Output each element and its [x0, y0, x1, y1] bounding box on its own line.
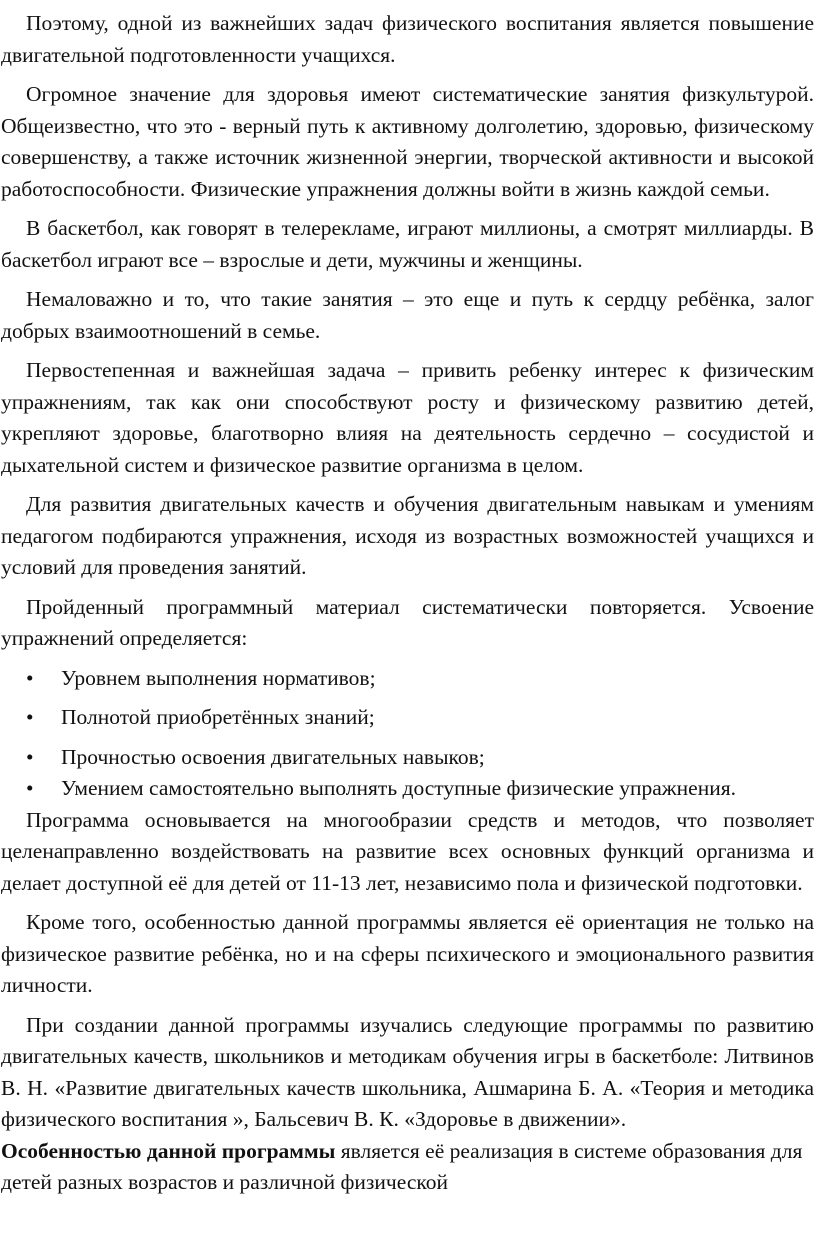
paragraph: При создании данной программы изучались следующие программы по развитию двигательных качеств, школьников и методикам обучения игры в баскетболе: Литвинов В. Н. «Развитие двигательных качеств школьника, Ашмарина Б. А. «Теория и методика физического воспитания », Бальсевич В. К. «Здоровье в движении». [1, 1012, 814, 1131]
paragraph-text: является её реализация в системе образования для детей разных возрастов и различной физической [1, 1138, 803, 1194]
paragraph [1, 1136, 814, 1199]
bullet-marker: • [26, 776, 34, 800]
paragraph: Пройденный программный материал систематически повторяется. Усвоение упражнений определяется: [1, 594, 814, 650]
list-item-text: Умением самостоятельно выполнять доступные физические упражнения. [61, 776, 736, 800]
list-item [1, 742, 814, 774]
paragraph: Первостепенная и важнейшая задача – привить ребенку интерес к физическим упражнениям, так как они способствуют росту и физическому развитию детей, укрепляют здоровье, благотворно влияя на деятельность сердечно – сосудистой и дыхательной систем и физическое развитие организма в целом. [1, 358, 814, 477]
bullet-list [1, 663, 814, 805]
bullet-marker: • [26, 665, 34, 690]
paragraph: Программа основывается на многообразии средств и методов, что позволяет целенаправленно воздействовать на развитие всех основных функций организма и делает доступной её для детей от 11-13 лет, независимо пола и физической подготовки. [1, 807, 814, 895]
list-item-text: Прочностью освоения двигательных навыков; [61, 744, 485, 769]
bullet-marker: • [26, 705, 34, 729]
paragraph: Кроме того, особенностью данной программы является её ориентация не только на физическое развитие ребёнка, но и на сферы психического и эмоционального развития личности. [1, 910, 814, 997]
list-item-text: Уровнем выполнения нормативов; [61, 665, 376, 690]
list-item [1, 663, 814, 695]
list-item [1, 773, 814, 805]
bold-lead-text: Особенностью данной программы [1, 1138, 336, 1163]
paragraph: Для развития двигательных качеств и обучения двигательным навыкам и умениям педагогом подбираются упражнения, исходя из возрастных возможностей учащихся и условий для проведения занятий. [1, 492, 814, 579]
paragraph: Немаловажно и то, что такие занятия – это еще и путь к сердцу ребёнка, залог добрых взаимоотношений в семье. [1, 287, 814, 343]
paragraph: Огромное значение для здоровья имеют систематические занятия физкультурой. Общеизвестно, что это - верный путь к активному долголетию, здоровью, физическому совершенству, а также источник жизненной энергии, творческой активности и высокой работоспособности. Физические упражнения должны войти в жизнь каждой семьи. [1, 82, 814, 201]
paragraph: Поэтому, одной из важнейших задач физического воспитания является повышение двигательной подготовленности учащихся. [1, 11, 814, 67]
list-item [1, 702, 814, 734]
bullet-marker: • [26, 744, 34, 769]
paragraph: В баскетбол, как говорят в телерекламе, играют миллионы, а смотрят миллиарды. В баскетбол играют все – взрослые и дети, мужчины и женщины. [1, 216, 814, 272]
list-item-text: Полнотой приобретённых знаний; [61, 705, 375, 729]
